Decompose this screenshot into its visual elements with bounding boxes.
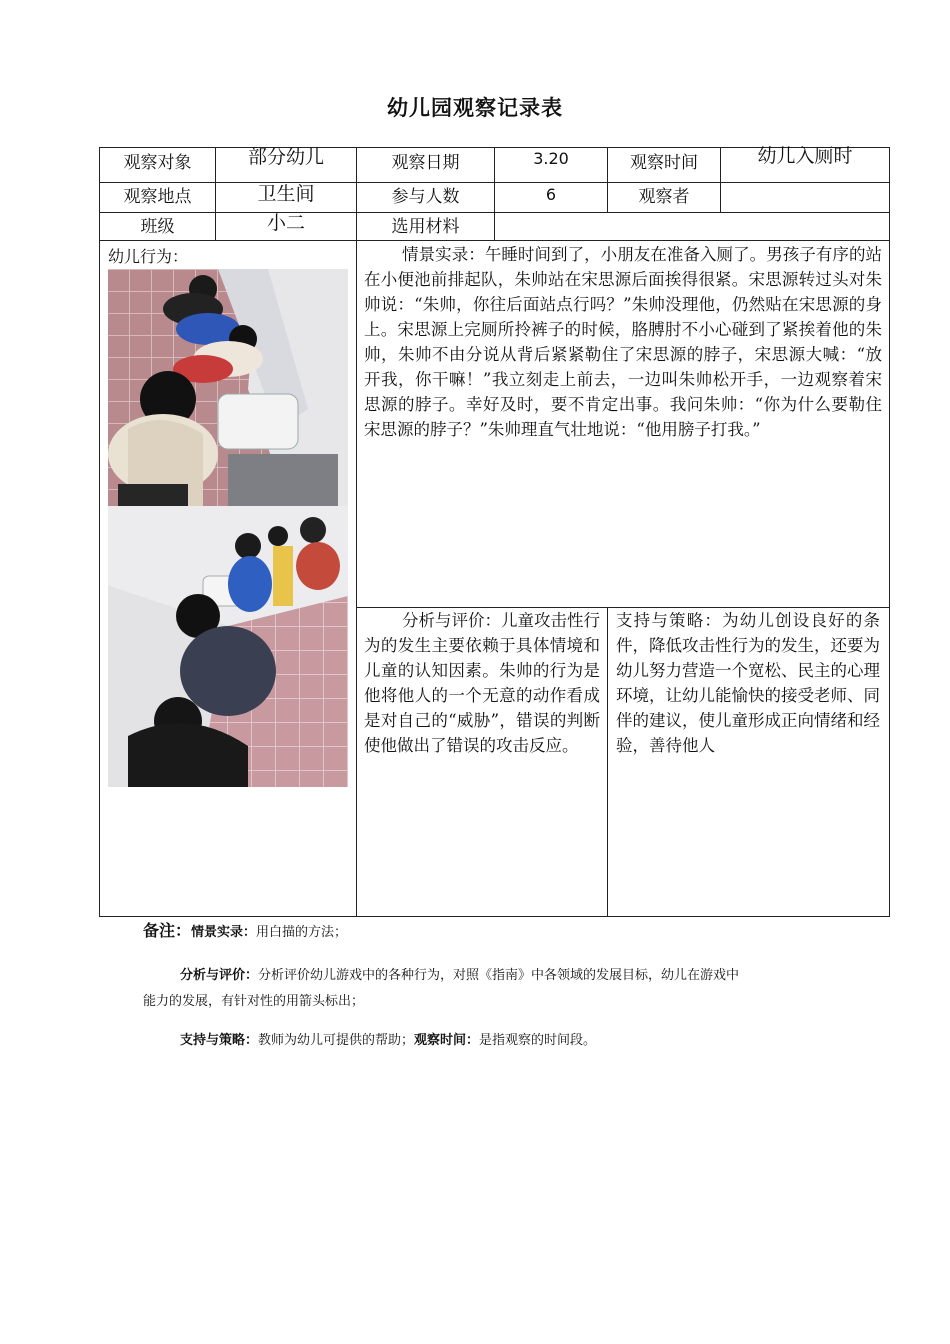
strategy-heading: 支持与策略： [616, 611, 723, 630]
time-value-cell [720, 147, 890, 183]
subject-value-cell [215, 147, 357, 183]
notes-label: 备注： [143, 921, 192, 940]
behavior-label: 幼儿行为： [108, 247, 189, 266]
strategy-text [616, 608, 880, 758]
note-1-key: 情景实录： [191, 925, 257, 940]
material-label: 选用材料 [391, 217, 460, 237]
date-label-cell [356, 147, 495, 183]
note-3-text-2: 是指观察的时间段。 [479, 1033, 597, 1048]
count-value: 6 [545, 185, 557, 204]
observer-label: 观察者 [638, 187, 690, 207]
photo-2-image [108, 506, 348, 787]
count-label: 参与人数 [391, 187, 460, 207]
class-value-cell [215, 212, 357, 241]
observer-label-cell [607, 182, 721, 213]
note-line-3 [180, 1031, 596, 1051]
count-value-cell [494, 182, 608, 213]
page-title: 幼儿园观察记录表 [387, 96, 563, 120]
note-line-2b [143, 992, 364, 1012]
material-value-cell [494, 212, 890, 241]
strategy-body: 为幼儿创设良好的条件，降低攻击性行为的发生，还要为幼儿努力营造一个宽松、民主的心理环境，让幼儿能愉快的接受老师、同伴的建议，使儿童形成正向情绪和经验，善待他人 [616, 611, 881, 755]
record-text [364, 242, 882, 442]
subject-value: 部分幼儿 [247, 146, 324, 168]
analysis-body: 儿童攻击性行为的发生主要依赖于具体情境和儿童的认知因素。朱帅的行为是他将他人的一个无意的动作看成是对自己的“威胁”，错误的判断使他做出了错误的攻击反应。 [364, 611, 600, 755]
analysis-text [364, 608, 600, 758]
date-value-cell [494, 147, 608, 183]
analysis-heading: 分析与评价： [402, 611, 501, 630]
observation-photo-1 [108, 269, 348, 506]
note-1-text: 用白描的方法； [256, 925, 348, 940]
date-label: 观察日期 [391, 153, 460, 173]
subject-label: 观察对象 [123, 153, 192, 173]
time-value: 幼儿入厕时 [757, 145, 853, 167]
count-label-cell [356, 182, 495, 213]
time-label-cell [607, 147, 721, 183]
note-3-key-2: 观察时间： [414, 1033, 480, 1048]
place-value: 卫生间 [257, 183, 315, 205]
observer-value-cell [720, 182, 890, 213]
place-label: 观察地点 [123, 187, 192, 207]
class-value: 小二 [266, 212, 305, 234]
record-heading: 情景实录： [402, 245, 485, 264]
note-2-key: 分析与评价： [180, 968, 259, 983]
class-label: 班级 [140, 217, 175, 237]
observation-photo-2 [108, 506, 348, 787]
subject-label-cell [99, 147, 216, 183]
note-line-2 [180, 966, 739, 986]
note-3-key: 支持与策略： [180, 1033, 259, 1048]
note-line-1 [143, 920, 347, 944]
note-2-text-a: 分析评价幼儿游戏中的各种行为，对照《指南》中各领域的发展目标，幼儿在游戏中 [258, 968, 740, 983]
note-2-text-b: 能力的发展，有针对性的用箭头标出； [143, 994, 365, 1009]
date-value: 3.20 [533, 149, 569, 168]
photo-1-image [108, 269, 348, 506]
place-value-cell [215, 182, 357, 213]
place-label-cell [99, 182, 216, 213]
material-label-cell [356, 212, 495, 241]
note-3-text: 教师为幼儿可提供的帮助； [258, 1033, 415, 1048]
class-label-cell [99, 212, 216, 241]
time-label: 观察时间 [630, 153, 698, 173]
record-body: 午睡时间到了，小朋友在准备入厕了。男孩子有序的站在小便池前排起队，朱帅站在宋思源后面挨得很紧。宋思源转过头对朱帅说：“朱帅，你往后面站点行吗？”朱帅没理他，仍然贴在宋思源的身上。宋思源上完厕所拎裤子的时候，胳膊肘不小心碰到了紧挨着他的朱帅，朱帅不由分说从背后紧紧勒住了宋思源的脖子，宋思源大喊：“放开我，你干嘛！”我立刻走上前去，一边叫朱帅松开手，一边观察着宋思源的脖子。幸好及时，要不肯定出事。我问朱帅：“你为什么要勒住宋思源的脖子？”朱帅理直气壮地说：“他用膀子打我。” [364, 245, 883, 439]
